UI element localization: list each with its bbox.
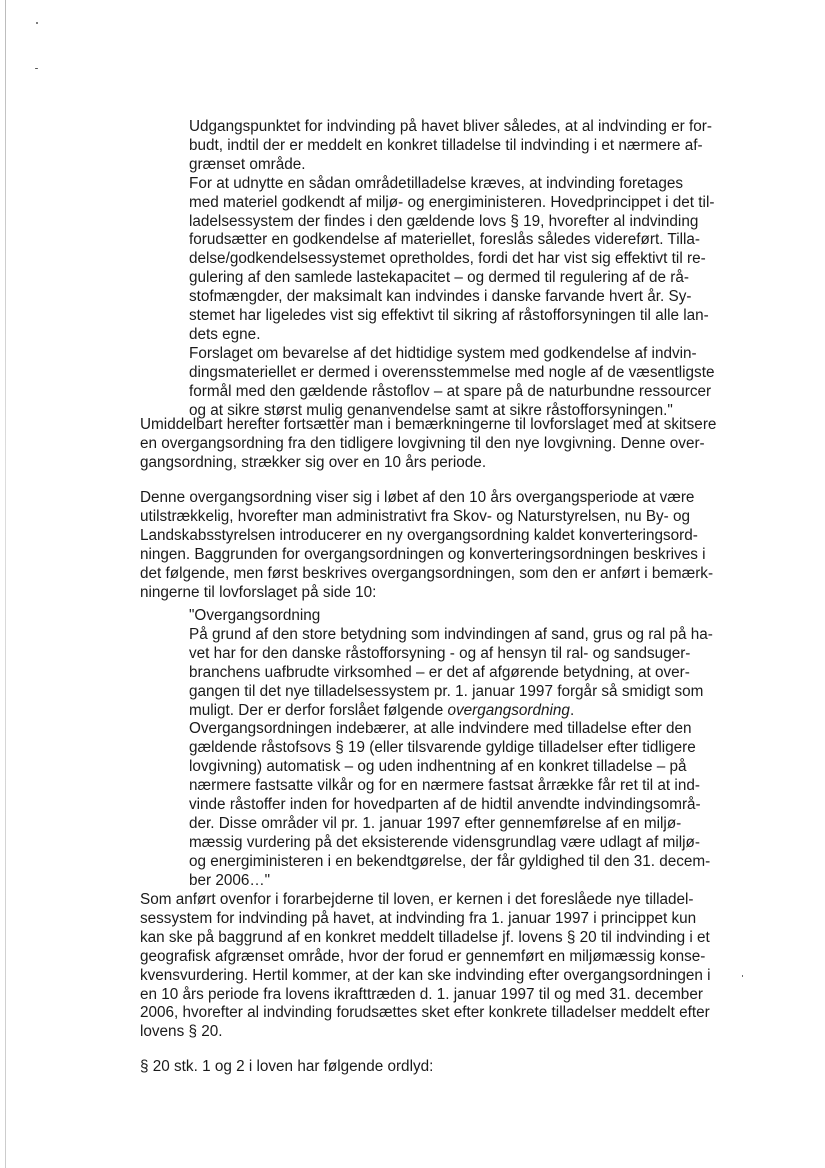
quote-line: og energiministeren i en bekendtgørelse, der får gyldighed til den 31. decem-	[189, 852, 711, 870]
quote-line: gældende råstofsovs § 19 (eller tilsvarende gyldige tilladelser efter tidligere	[189, 739, 696, 757]
quote-line: budt, indtil der er meddelt en konkret tilladelse til indvinding i et nærmere af-	[189, 136, 703, 154]
paragraph-line: ningen. Baggrunden for overgangsordningen og konverteringsordningen beskrives i	[140, 545, 706, 563]
quote-line: nærmere fastsatte vilkår og for en nærmere fastsat årrække får ret til at ind-	[189, 777, 700, 795]
scan-edge-line	[5, 0, 6, 1168]
quote-line: delse/godkendelsessystemet opretholdes, fordi det har vist sig effektivt til re-	[189, 250, 706, 268]
paragraph-line: ningerne til lovforslaget på side 10:	[140, 583, 377, 601]
paragraph-line: kvensvurdering. Hertil kommer, at der kan ske indvinding efter overgangsordningen i	[140, 966, 711, 984]
paragraph-line: lovens § 20.	[140, 1023, 223, 1041]
scan-speck	[742, 975, 743, 977]
quote-line: Forslaget om bevarelse af det hidtidige system med godkendelse af indvin-	[189, 344, 697, 362]
quote-line: vinde råstoffer inden for hovedparten af de hidtil anvendte indvindingsområ-	[189, 796, 701, 814]
quote-line: gangen til det nye tilladelsessystem pr. 1. januar 1997 forgår så smidigt som	[189, 682, 704, 700]
quote-line: stemet har ligeledes vist sig effektivt til sikring af råstofforsyningen til alle lan-	[189, 307, 709, 325]
quote-line: med materiel godkendt af miljø- og energiministeren. Hovedprincippet i det til-	[189, 193, 715, 211]
paragraph-line: Landskabsstyrelsen introducerer en ny overgangsordning kaldet konverteringsord-	[140, 526, 698, 544]
quote-line: der. Disse områder vil pr. 1. januar 1997 efter gennemførelse af en miljø-	[189, 814, 682, 832]
paragraph-line: gangsordning, strækker sig over en 10 års periode.	[140, 453, 487, 471]
quote-line: Overgangsordningen indebærer, at alle indvindere med tilladelse efter den	[189, 720, 692, 738]
paragraph-line: Denne overgangsordning viser sig i løbet af den 10 års overgangsperiode at være	[140, 489, 695, 506]
quote-block-2	[189, 607, 729, 891]
quote-line: dets egne.	[189, 325, 261, 343]
paragraph-line: kan ske på baggrund af en konkret meddelt tilladelse jf. lovens § 20 til indvinding i et	[140, 928, 710, 946]
quote-line: vet har for den danske råstofforsyning - og af hensyn til ral- og sandsuger-	[189, 644, 691, 662]
quote-block-1	[189, 118, 729, 421]
quote-line: lovgivning) automatisk – og uden indhentning af en konkret tilladelse – på	[189, 758, 687, 776]
quote-text: .	[569, 701, 575, 719]
quote-text: muligt. Der er derfor forslået følgende	[189, 701, 448, 719]
paragraph-line: Umiddelbart herefter fortsætter man i bemærkningerne til lovforslaget med at skitsere	[140, 416, 717, 433]
paragraph-line: en overgangsordning fra den tidligere lovgivning til den nye lovgivning. Denne over-	[140, 434, 705, 452]
paragraph-line: 2006, hvorefter al indvinding forudsættes sket efter konkrete tilladelser meddelt efter	[140, 1004, 710, 1022]
quote-line: og at sikre størst mulig genanvendelse samt at sikre råstofforsyningen."	[189, 401, 673, 419]
paragraph-2	[140, 489, 720, 602]
quote-line: mæssig vurdering på det eksisterende vidensgrundlag være udlagt af miljø-	[189, 833, 700, 851]
quote-line: Udgangspunktet for indvinding på havet bliver således, at al indvinding er for-	[189, 118, 712, 135]
paragraph-line: sessystem for indvinding på havet, at indvinding fra 1. januar 1997 i princippet kun	[140, 909, 697, 927]
quote-line: På grund af den store betydning som indvindingen af sand, grus og ral på ha-	[189, 625, 713, 643]
quote-line: ber 2006…"	[189, 871, 271, 889]
quote-line: For at udnytte en sådan områdetilladelse kræves, at indvinding foretages	[189, 174, 684, 192]
paragraph-line: § 20 stk. 1 og 2 i loven har følgende ordlyd:	[140, 1058, 434, 1075]
quote-line: branchens uafbrudte virksomhed – er det af afgørende betydning, at over-	[189, 663, 690, 681]
paragraph-4	[140, 1058, 720, 1077]
quote-line: gulering af den samlede lastekapacitet – og dermed til regulering af de rå-	[189, 269, 689, 287]
quote-heading: "Overgangsordning	[189, 607, 321, 624]
paragraph-line: utilstrækkelig, hvorefter man administrativt fra Skov- og Naturstyrelsen, nu By- og	[140, 507, 691, 525]
quote-line-with-italic	[189, 702, 729, 721]
quote-line: dingsmateriellet er dermed i overensstemmelse med nogle af de væsentligste	[189, 363, 715, 381]
italic-term: overgangsordning	[447, 701, 570, 719]
quote-line: forudsætter en godkendelse af materiellet, foreslås således videreført. Tilla-	[189, 231, 700, 249]
quote-line: formål med den gældende råstoflov – at spare på de naturbundne ressourcer	[189, 382, 712, 400]
paragraph-line: en 10 års periode fra lovens ikrafttræden d. 1. januar 1997 til og med 31. december	[140, 985, 703, 1003]
paragraph-line: Som anført ovenfor i forarbejderne til loven, er kernen i det foreslåede nye tilladel-	[140, 891, 694, 908]
paragraph-1	[140, 416, 720, 473]
paragraph-line: det følgende, men først beskrives overgangsordningen, som den er anført i bemærk-	[140, 564, 714, 582]
scan-speck	[36, 22, 38, 24]
scan-speck	[35, 68, 38, 69]
quote-line: grænset område.	[189, 155, 306, 173]
paragraph-3	[140, 891, 720, 1042]
quote-line: ladelsessystem der findes i den gældende lovs § 19, hvorefter al indvinding	[189, 212, 699, 230]
quote-line: stofmængder, der maksimalt kan indvindes i danske farvande hvert år. Sy-	[189, 288, 692, 306]
paragraph-line: geografisk afgrænset område, hvor der forud er gennemført en miljømæssig konse-	[140, 947, 706, 965]
